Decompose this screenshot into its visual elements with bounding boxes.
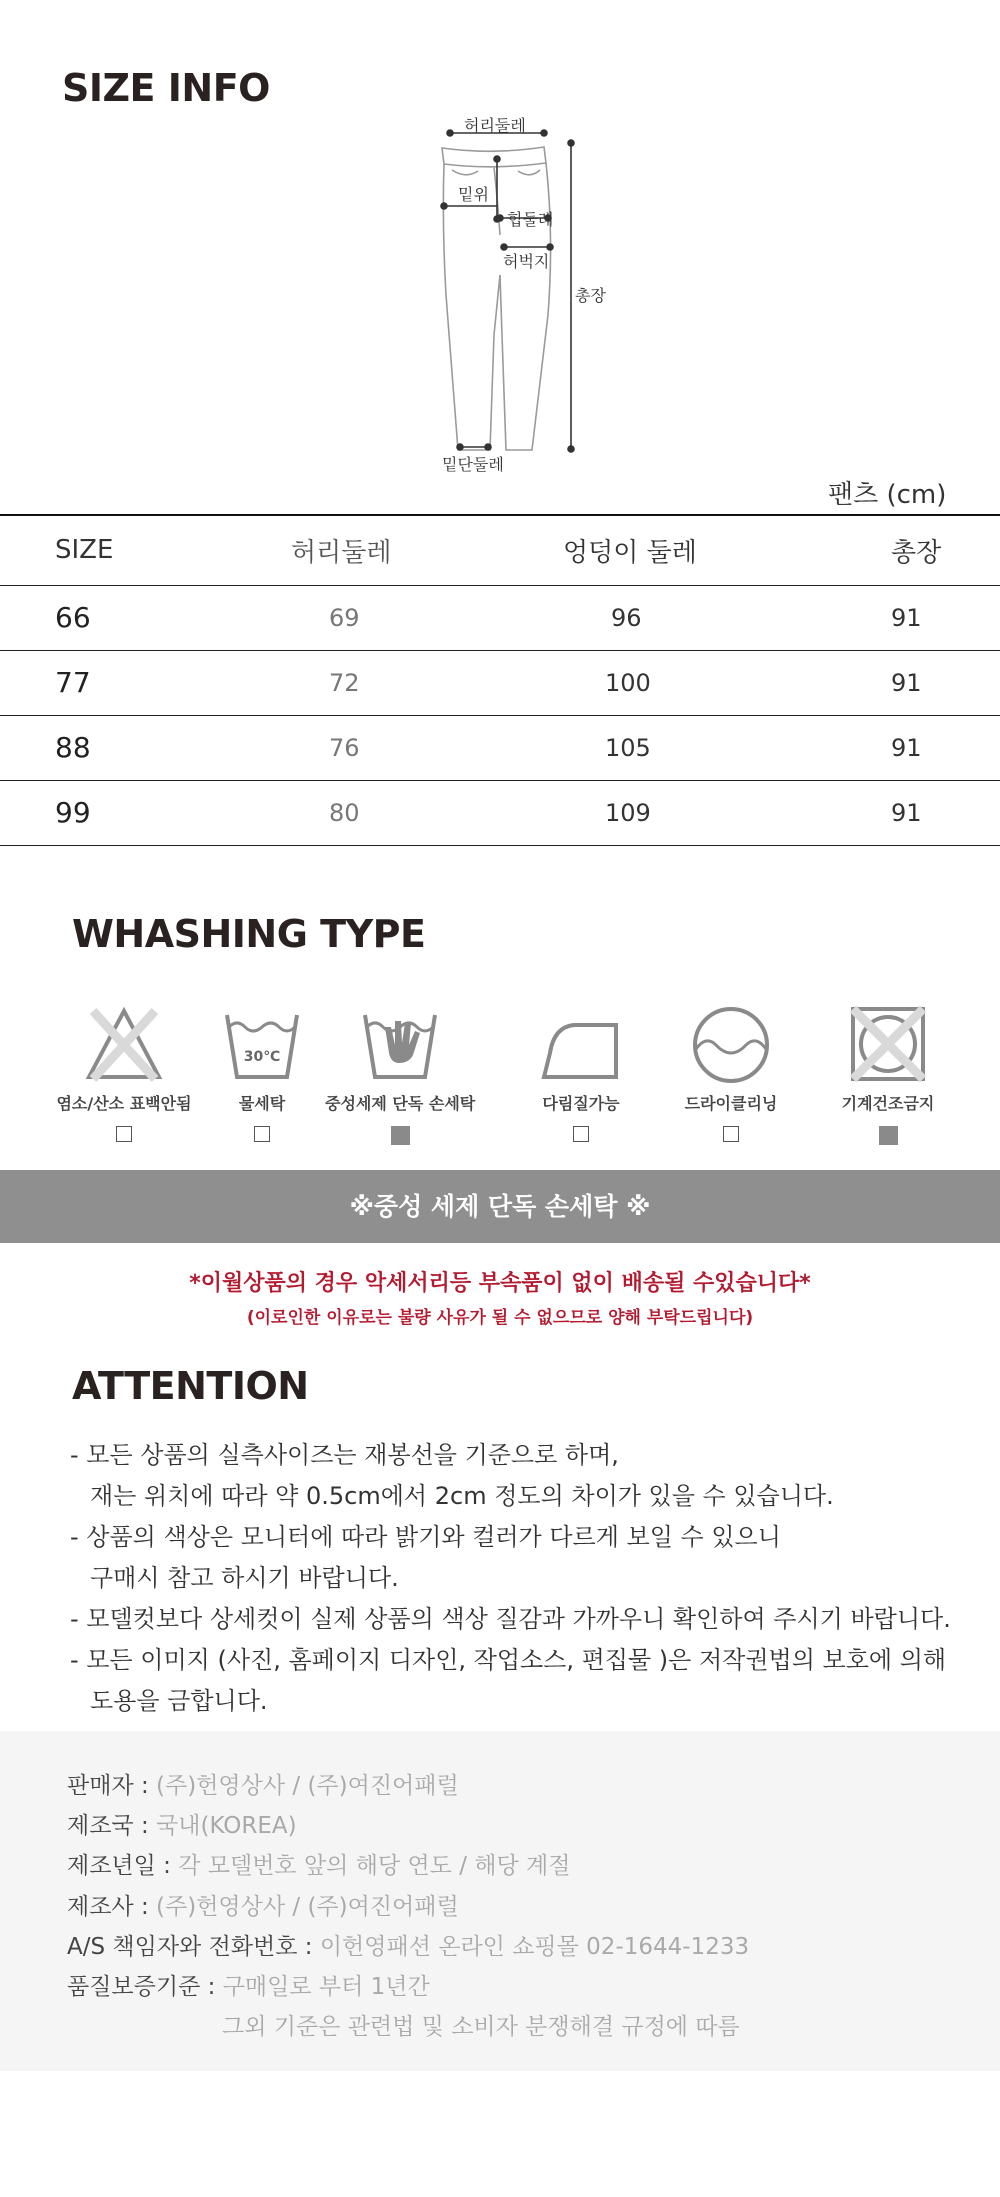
cell-size: 88 xyxy=(55,731,91,764)
attention-line: 재는 위치에 따라 약 0.5cm에서 2cm 정도의 차이가 있을 수 있습니다. xyxy=(90,1482,834,1510)
wash-label: 기계건조금지 xyxy=(841,1094,935,1113)
wash-label: 드라이클리닝 xyxy=(684,1094,778,1113)
attention-title: ATTENTION xyxy=(72,1364,309,1408)
iron-icon xyxy=(536,1005,626,1085)
wash-checkbox xyxy=(573,1126,589,1142)
cell-waist: 72 xyxy=(329,668,360,697)
table-row xyxy=(0,715,1000,780)
dry-clean-icon xyxy=(686,1005,776,1085)
cell-waist: 80 xyxy=(329,798,360,827)
hand-wash-icon xyxy=(355,1005,445,1085)
footer-row-as-contact: A/S 책임자와 전화번호 : 이헌영패션 온라인 쇼핑몰 02-1644-1233 xyxy=(67,1934,750,1960)
notice-line-1: *이월상품의 경우 악세서리등 부속품이 없이 배송될 수있습니다* xyxy=(189,1271,811,1296)
attention-line: - 모든 이미지 (사진, 홈페이지 디자인, 작업소스, 편집물 )은 저작권법의 보호에 의해 xyxy=(70,1646,947,1674)
diagram-label-rise: 밑위 xyxy=(458,185,489,204)
wash-30-icon xyxy=(217,1005,307,1085)
cell-size: 66 xyxy=(55,601,91,634)
wash-checkbox xyxy=(391,1126,410,1145)
size-table-header xyxy=(0,515,1000,585)
product-info-footer xyxy=(0,1731,1000,2071)
header-waist: 허리둘레 xyxy=(291,537,392,568)
wash-label: 다림질가능 xyxy=(542,1094,620,1113)
wash-checkbox xyxy=(116,1126,132,1142)
footer-row-date: 제조년일 : 각 모델번호 앞의 해당 연도 / 해당 계절 xyxy=(67,1853,571,1879)
wash-item-dry-clean xyxy=(656,1005,806,1142)
wash-item-hand-wash xyxy=(325,1005,475,1145)
table-row xyxy=(0,650,1000,715)
footer-row-country: 제조국 : 국내(KOREA) xyxy=(67,1813,297,1839)
cell-size: 99 xyxy=(55,796,91,829)
no-tumble-dry-icon xyxy=(843,1005,933,1085)
size-table xyxy=(0,514,1000,846)
attention-line: - 상품의 색상은 모니터에 따라 밝기와 컬러가 다르게 보일 수 있으니 xyxy=(70,1523,781,1551)
wash-item-water-wash xyxy=(187,1005,337,1142)
cell-length: 91 xyxy=(891,603,922,632)
diagram-label-waist: 허리둘레 xyxy=(464,116,526,135)
header-size: SIZE xyxy=(55,535,114,566)
no-bleach-icon xyxy=(79,1005,169,1085)
diagram-label-hip: 힙둘레 xyxy=(507,210,554,229)
wash-banner: ※중성 세제 단독 손세탁 ※ xyxy=(0,1170,1000,1243)
table-row xyxy=(0,585,1000,650)
diagram-label-hem: 밑단둘레 xyxy=(442,455,504,474)
wash-checkbox xyxy=(254,1126,270,1142)
notice-line-2: (이로인한 이유로는 불량 사유가 될 수 없으므로 양해 부탁드립니다) xyxy=(246,1308,754,1328)
cell-length: 91 xyxy=(891,798,922,827)
attention-line: 구매시 참고 하시기 바랍니다. xyxy=(90,1564,399,1592)
wash-item-no-tumble-dry xyxy=(813,1005,963,1145)
washing-title: WHASHING TYPE xyxy=(72,912,426,956)
table-row xyxy=(0,780,1000,845)
attention-line: 도용을 금합니다. xyxy=(90,1687,268,1715)
cell-length: 91 xyxy=(891,668,922,697)
cell-waist: 76 xyxy=(329,733,360,762)
wash-checkbox xyxy=(879,1126,898,1145)
attention-line: - 모델컷보다 상세컷이 실제 상품의 색상 질감과 가까우니 확인하여 주시기 바랍니다. xyxy=(70,1605,951,1633)
diagram-label-thigh: 허벅지 xyxy=(503,252,550,271)
wash-label: 중성세제 단독 손세탁 xyxy=(325,1094,476,1113)
cell-size: 77 xyxy=(55,666,91,699)
footer-row-warranty: 품질보증기준 : 구매일로 부터 1년간 xyxy=(67,1974,430,2000)
diagram-label-length: 총장 xyxy=(575,286,606,305)
cell-length: 91 xyxy=(891,733,922,762)
size-info-title: SIZE INFO xyxy=(62,66,270,110)
svg-text:30℃: 30℃ xyxy=(243,1049,281,1065)
wash-label: 물세탁 xyxy=(238,1094,286,1113)
cell-hip: 100 xyxy=(605,668,651,697)
cell-waist: 69 xyxy=(329,603,360,632)
wash-item-no-bleach xyxy=(49,1005,199,1142)
header-length: 총장 xyxy=(891,537,942,568)
footer-row-manufacturer: 제조사 : (주)헌영상사 / (주)여진어패럴 xyxy=(67,1894,459,1920)
wash-label: 염소/산소 표백안됨 xyxy=(56,1094,192,1113)
footer-row-other-standard: 그외 기준은 관련법 및 소비자 분쟁해결 규정에 따름 xyxy=(222,2014,740,2040)
wash-item-iron xyxy=(506,1005,656,1142)
footer-row-seller: 판매자 : (주)헌영상사 / (주)여진어패럴 xyxy=(67,1773,459,1799)
cell-hip: 96 xyxy=(611,603,642,632)
attention-line: - 모든 상품의 실측사이즈는 재봉선을 기준으로 하며, xyxy=(70,1441,619,1469)
unit-label: 팬츠 (cm) xyxy=(828,480,947,510)
cell-hip: 109 xyxy=(605,798,651,827)
pants-diagram xyxy=(420,115,650,475)
header-hip: 엉덩이 둘레 xyxy=(563,537,697,568)
wash-checkbox xyxy=(723,1126,739,1142)
cell-hip: 105 xyxy=(605,733,651,762)
